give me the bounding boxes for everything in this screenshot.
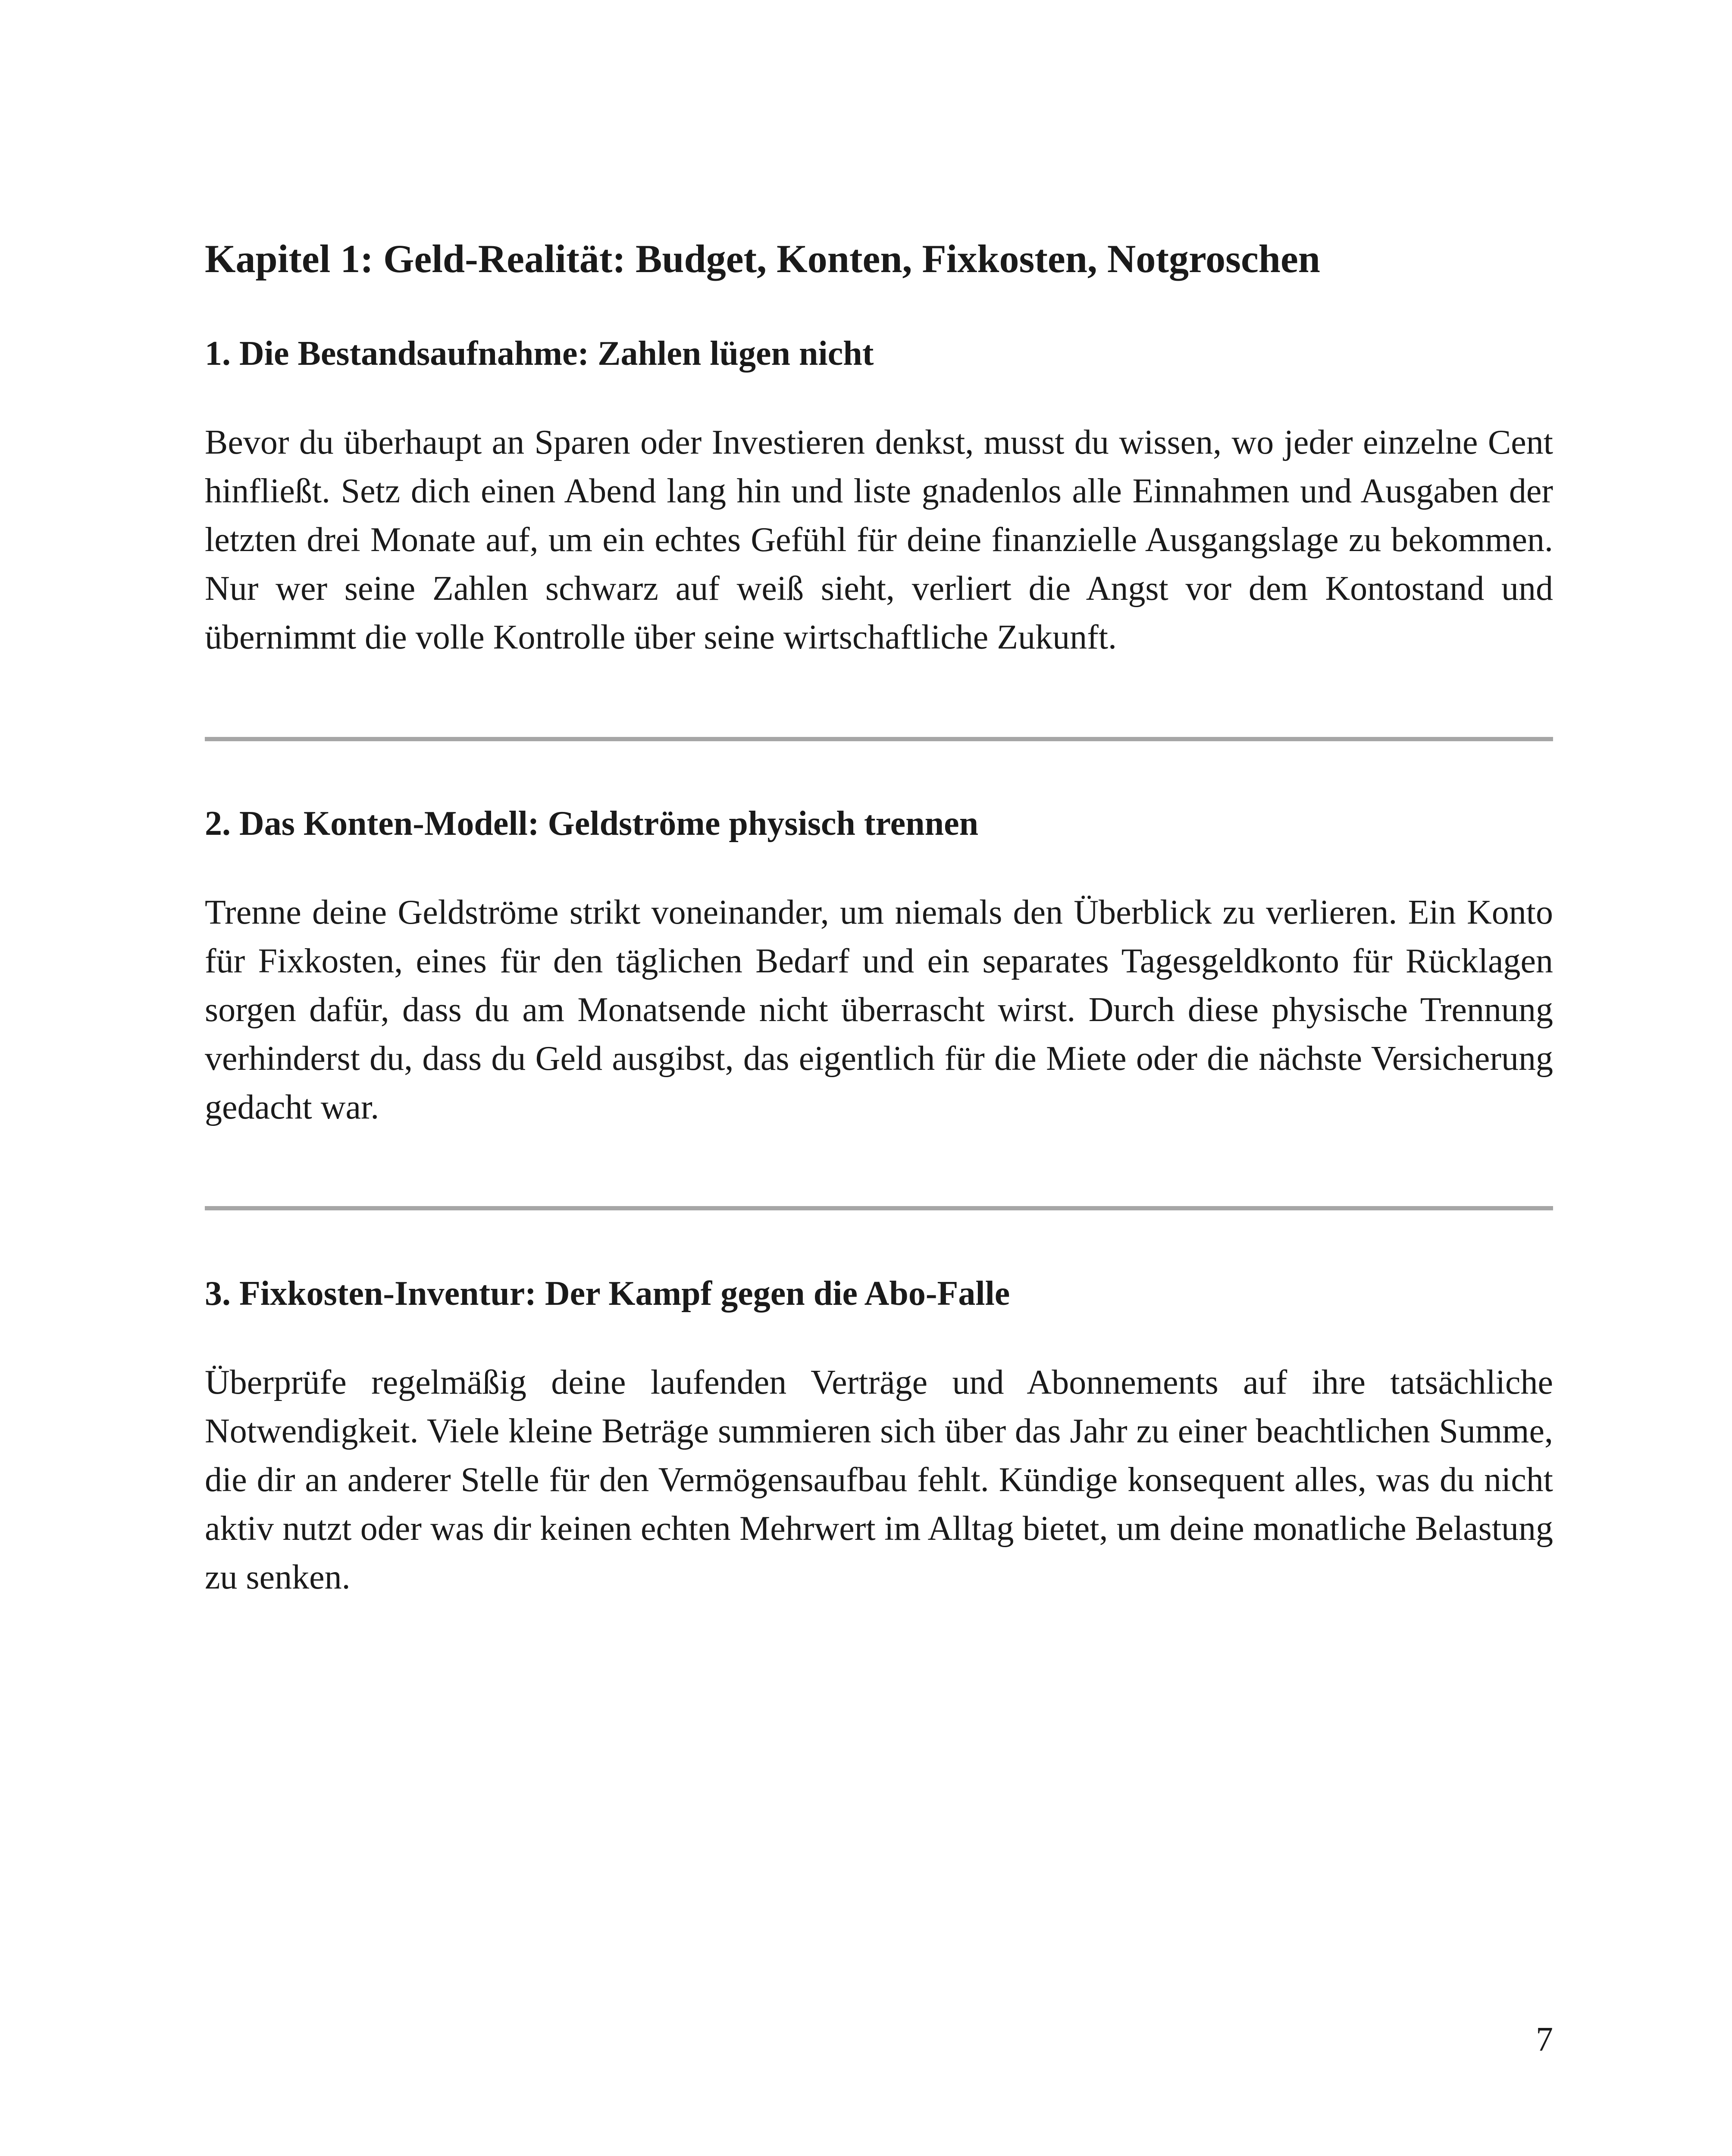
section-1-heading: 1. Die Bestandsaufnahme: Zahlen lügen nicht: [205, 335, 874, 373]
section-3-body: Überprüfe regelmäßig deine laufenden Verträge und Abonnements auf ihre tatsächliche Notwendigkeit. Viele kleine Beträge summieren sich über das Jahr zu einer beachtlichen Summe, die dir an anderer Stelle für den Vermögensaufbau fehlt. Kündige konsequent alles, was du nicht aktiv nutzt oder was dir keinen echten Mehrwert im Alltag bietet, um deine monatliche Belastung zu senken.: [205, 1363, 1553, 1596]
chapter-title: Kapitel 1: Geld-Realität: Budget, Konten, Fixkosten, Notgroschen: [205, 237, 1320, 281]
section-1-body: Bevor du überhaupt an Sparen oder Investieren denkst, musst du wissen, wo jeder einzelne Cent hinfließt. Setz dich einen Abend lang hin und liste gnadenlos alle Einnahmen und Ausgaben der letzten drei Monate auf, um ein echtes Gefühl für deine finanzielle Ausgangslage zu bekommen. Nur wer seine Zahlen schwarz auf weiß sieht, verliert die Angst vor dem Kontostand und übernimmt die volle Kontrolle über seine wirtschaftliche Zukunft.: [205, 423, 1553, 656]
section-2-heading: 2. Das Konten-Modell: Geldströme physisch trennen: [205, 805, 979, 843]
section-divider: [205, 737, 1553, 741]
section-3-heading: 3. Fixkosten-Inventur: Der Kampf gegen die Abo-Falle: [205, 1275, 1010, 1313]
section-divider: [205, 1206, 1553, 1210]
section-2-body: Trenne deine Geldströme strikt voneinander, um niemals den Überblick zu verlieren. Ein Konto für Fixkosten, eines für den täglichen Bedarf und ein separates Tagesgeldkonto für Rücklagen sorgen dafür, dass du am Monatsende nicht überrascht wirst. Durch diese physische Trennung verhinderst du, dass du Geld ausgibst, das eigentlich für die Miete oder die nächste Versicherung gedacht war.: [205, 893, 1553, 1126]
page-number: 7: [1536, 2021, 1553, 2059]
